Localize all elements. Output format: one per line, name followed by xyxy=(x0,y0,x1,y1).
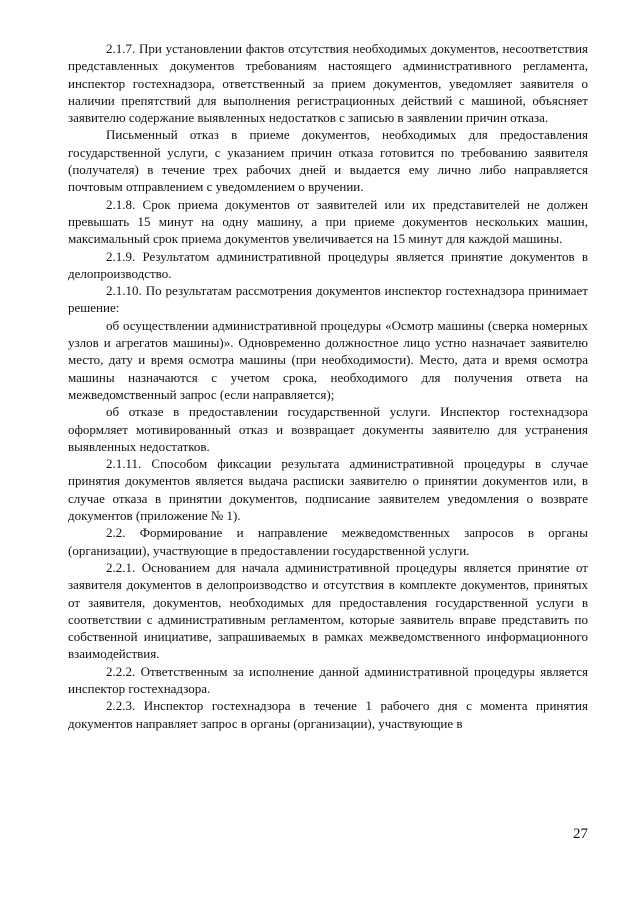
paragraph-2-2-3: 2.2.3. Инспектор гостехнадзора в течение 1 рабочего дня с момента принятия документов направляет запрос в органы (организации), участвующие в xyxy=(68,698,588,731)
paragraph-decision-refusal: об отказе в предоставлении государственной услуги. Инспектор гостехнадзора оформляет мотивированный отказ и возвращает документы заявителю для устранения выявленных недостатков. xyxy=(68,404,588,454)
page-number: 27 xyxy=(573,826,588,842)
paragraph-decision-inspection: об осуществлении административной процедуры «Осмотр машины (сверка номерных узлов и агрегатов машины)». Одновременно должностное лицо устно назначает заявителю место, дату и время осмотра машины (при необходимости). Место, дата и время осмотра машины назначаются с учетом срока, необходимого для получения ответа на межведомственный запрос (если направляется); xyxy=(68,317,588,402)
paragraph-2-2-1: 2.2.1. Основанием для начала административной процедуры является принятие от заявителя документов в делопроизводство и отсутствия в комплекте документов, принятых от заявителя, документов, необходимых для предоставления государственной услуги в соответствии с административным регламентом, которые заявитель вправе представить по собственной инициативе, запрашиваемых в рамках межведомственного информационного взаимодействия. xyxy=(68,559,588,662)
paragraph-2-1-8: 2.1.8. Срок приема документов от заявителей или их представителей не должен превышать 15 минут на одну машину, а при приеме документов нескольких машин, максимальный срок приема документов увеличивается на 15 минут для каждой машины. xyxy=(68,196,588,247)
paragraph-2-1-9: 2.1.9. Результатом административной процедуры является принятие документов в делопроизводство. xyxy=(68,248,588,281)
paragraph-written-refusal: Письменный отказ в приеме документов, необходимых для предоставления государственной услуги, с указанием причин отказа готовится по требованию заявителя (получателя) в течение трех рабочих дней и выдается ему лично либо направляется почтовым отправлением с уведомлением о вручении. xyxy=(68,127,588,195)
paragraph-2-1-7: 2.1.7. При установлении фактов отсутствия необходимых документов, несоответствия представленных документов требованиям настоящего административного регламента, инспектор гостехнадзора, ответственный за прием документов, уведомляет заявителя о наличии препятствий для выполнения регистрационных действий с машиной, объясняет заявителю содержание выявленных недостатков с записью в заявлении причин отказа. xyxy=(68,41,588,126)
paragraph-2-1-11: 2.1.11. Способом фиксации результата административной процедуры в случае принятия документов является выдача расписки заявителю о принятии документов или, в случае отказа в принятии документов, подписание заявителем уведомления о возврате документов (приложение № 1). xyxy=(68,456,588,524)
paragraph-2-2-2: 2.2.2. Ответственным за исполнение данной административной процедуры является инспектор гостехнадзора. xyxy=(68,663,588,696)
document-body xyxy=(68,40,588,732)
paragraph-2-2: 2.2. Формирование и направление межведомственных запросов в органы (организации), участвующие в предоставлении государственной услуги. xyxy=(68,525,588,558)
paragraph-2-1-10: 2.1.10. По результатам рассмотрения документов инспектор гостехнадзора принимает решение: xyxy=(68,283,588,316)
